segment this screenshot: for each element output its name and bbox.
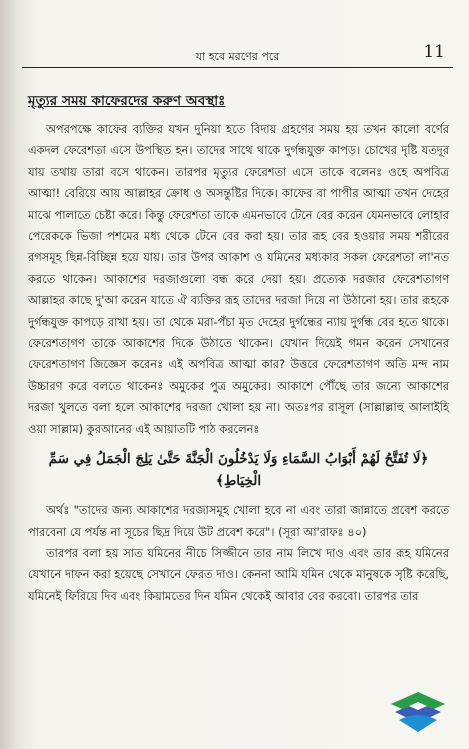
page-header [22,38,453,68]
page-number: 11 [423,42,445,62]
paragraph-2: তারপর বলা হয় সাত যমিনের নীচে সিজ্জীনে তার নাম লিখে দাও এবং তার রূহ যমিনের যেখানে দাফন করা হয়েছে সেখানে ফেরত দাও। কেননা আমি যমিন থেকে মানুষকে সৃষ্টি করেছি, যমিনেই ফিরিয়ে দিব এবং কিয়ামতের দিন যমিন থেকেই আবার বের করবো। তারপর তার [28,545,449,603]
section-heading: মৃত্যুর সময় কাফেরদের করুণ অবস্থাঃ [28,93,226,109]
page-body [28,90,449,607]
quran-verse: ﴿لَا تُفَتَّحُ لَهُمْ أَبْوَابُ السَّمَاءِ وَلَا يَدْخُلُونَ الْجَنَّةَ حَتَّىٰ يَلِجَ الْجَمَلُ فِي سَمِّ الْخِيَاطِ﴾ [48,451,429,490]
paragraph-1: অপরপক্ষে কাফের ব্যক্তির যখন দুনিয়া হতে বিদায় গ্রহণের সময় হয় তখন কালো বর্ণের একদল ফেরেশতা এসে উপস্থিত হন। তাদের সাথে থাকে দুর্গন্ধযুক্ত কাপড়। চোখের দৃষ্টি যতদূর যায় তথায় তারা বসে থাকেন। তারপর মৃত্যুর ফেরেশতা এসে তাকে বলেনঃ ওহে অপবিত্র আত্মা! বেরিয়ে আয় আল্লাহর ক্রোধ ও অসন্তুষ্টির দিকে। কাফের বা পাপীর আত্মা তখন দেহের মাঝে পালাতে চেষ্টা করে। কিন্তু ফেরেশতা তাকে এমনভাবে টেনে বের করেন যেমনভাবে লোহার পেরেককে ভিজা পশমের মধ্য থেকে টেনে বের করা হয়। তার রূহ বের হওয়ার সময় শরীরের রগসমূহ ছিন্ন-বিচ্ছিন্ন হয়ে যায়। তার উপর আকাশ ও যমিনের মধ্যকার সকল ফেরেশতা লা'নত করতে থাকেন। আকাশের দরজাগুলো বন্ধ করে দেয়া হয়। প্রত্যেক দরজার ফেরেশতাগণ আল্লাহর কাছে দু'আ করেন যাতে ঐ ব্যক্তির রূহ তাদের দরজা দিয়ে না উঠানো হয়। তার রূহকে দুর্গন্ধযুক্ত কাপড়ে রাখা হয়। তা থেকে মরা-পঁচা মৃত দেহের দুর্গন্ধের ন্যায় দুর্গন্ধ বের হতে থাকে। ফেরেশতাগণ তাকে আকাশের দিকে উঠাতে থাকেন। যেখান দিয়েই গমন করেন সেখানের ফেরেশতাগণ জিজ্ঞেস করেনঃ এই অপবিত্র আত্মা কার? উত্তরে ফেরেশতাগণ অতি মন্দ নাম উচ্চারণ করে বলতে থাকেনঃ অমুকের পুত্র অমুকের। আকাশে পৌঁছে তার জন্যে আকাশের দরজা খুলতে বলা হলে আকাশের দরজা খোলা হয় না। অতঃপর রাসূল (সাল্লাল্লাহু আলাইহি ওয়া সাল্লাম) কুরআনের এই আয়াতটি পাঠ করলেনঃ [28,122,449,436]
running-title: যা হবে মরণের পরে [195,50,280,63]
translation-paragraph: অর্থঃ "তাদের জন্য আকাশের দরজাসমূহ খোলা হবে না এবং তারা জান্নাতে প্রবেশ করতে পারবেনা যে পর্যন্ত না সূচের ছিদ্র দিয়ে উট প্রবেশ করে"। (সূরা আ'রাফঃ ৪০) [28,503,449,539]
header-rule [22,67,453,68]
publisher-logo-icon [387,690,449,734]
